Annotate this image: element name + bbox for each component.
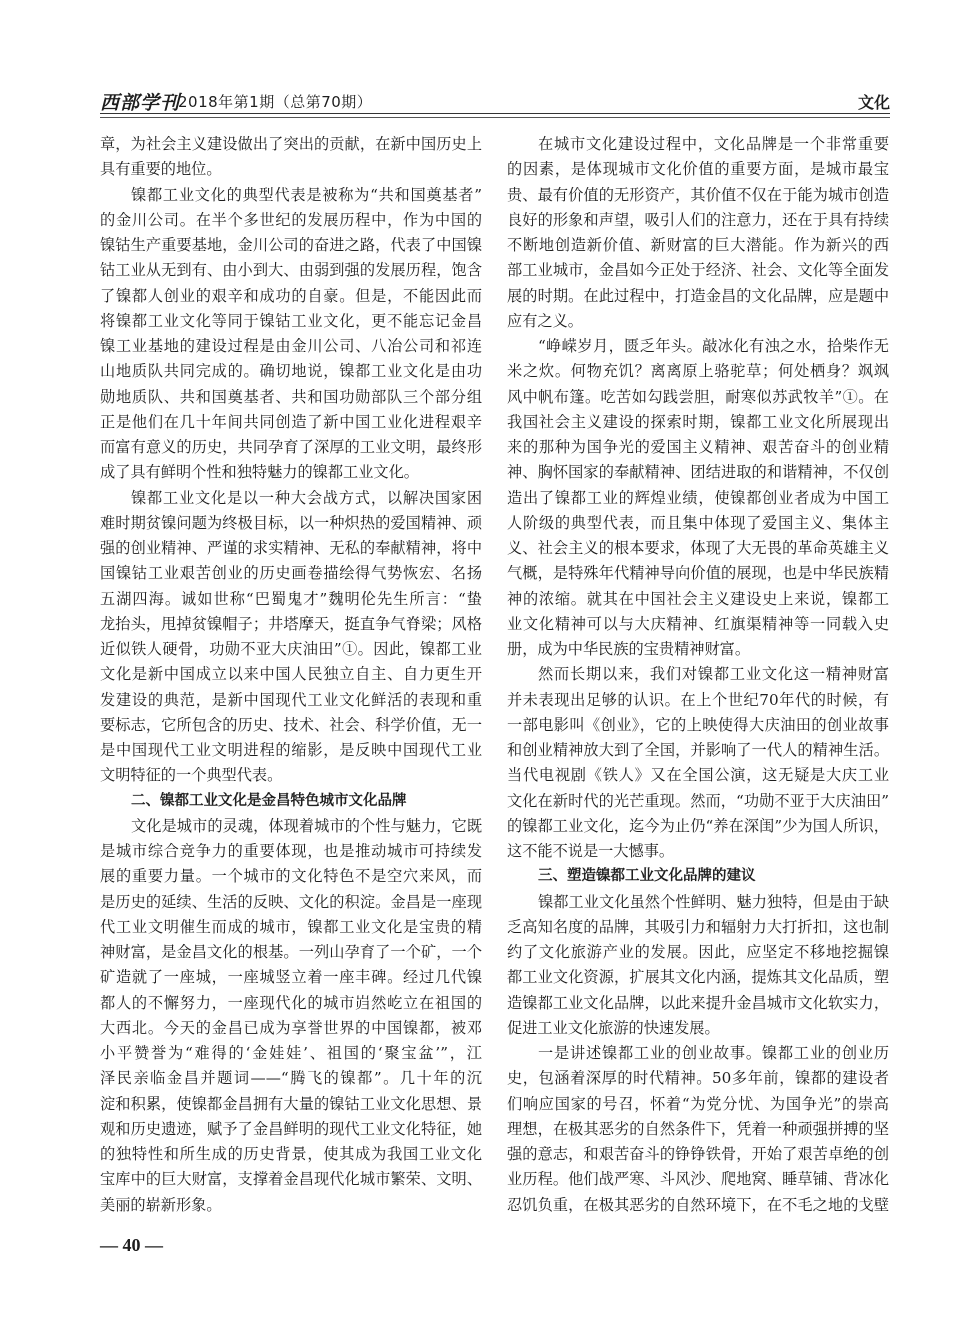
text-line: 神的浓缩。就其在中国社会主义建设史上来说，镍都工 [507, 589, 889, 608]
text-line: 镍都工业文化虽然个性鲜明、魅力独特，但是由于缺 [538, 892, 889, 911]
text-line: 不断地创造新价值、新财富的巨大潜能。作为新兴的西 [507, 236, 889, 254]
text-line: 米之炊。何物充饥？离离原上骆驼草；何处栖身？飒飒 [507, 362, 889, 381]
text-line: 泽民亲临金昌并题词——“腾飞的镍都”。几十年的沉 [100, 1069, 482, 1088]
text-line: 近似铁人硬骨，功勋不亚大庆油田”①。因此，镍都工业 [100, 640, 482, 658]
text-line: 促进工业文化旅游的快速发展。 [507, 1018, 720, 1037]
paragraph [100, 132, 482, 183]
right-column [507, 132, 889, 1218]
text-line: 美丽的崭新形象。 [100, 1195, 222, 1214]
text-line: 风中帆布篷。吃苦如勾践尝胆，耐寒似苏武牧羊”①。在 [507, 387, 889, 406]
section-title: 文化 [857, 93, 890, 112]
text-line: 文明特征的一个典型代表。 [100, 766, 283, 785]
text-line: 要标志，它所包含的历史、技术、社会、科学价值，无一 [100, 715, 482, 734]
text-line: 都人的不懈努力，一座现代化的城市岿然屹立在祖国的 [100, 993, 482, 1012]
text-line: 发建设的典范，是新中国现代工业文化鲜活的表现和重 [100, 690, 482, 709]
text-line: 们响应国家的号召，怀着“为党分忧、为国争光”的崇高 [507, 1094, 889, 1113]
text-line: 矿造就了一座城，一座城竖立着一座丰碑。经过几代镍 [100, 968, 482, 987]
left-column [100, 132, 482, 1218]
text-line: 是中国现代工业文明进程的缩影，是反映中国现代工业 [100, 741, 482, 759]
paragraph [507, 662, 889, 864]
text-line: 淀和积累，使镍都金昌拥有大量的镍钴工业文化思想、景 [100, 1094, 482, 1113]
header-rule [100, 113, 890, 114]
text-line: 章，为社会主义建设做出了突出的贡献，在新中国历史上 [100, 135, 482, 153]
text-line: 应有之义。 [507, 311, 583, 330]
text-line: 代工业文明催生而成的城市，镍都工业文化是宝贵的精 [100, 917, 482, 936]
text-line: 观和历史遗迹，赋予了金昌鲜明的现代工业文化特征，她 [100, 1119, 482, 1138]
text-line: 业文化精神可以与大庆精神、红旗渠精神等一同载入史 [507, 614, 889, 633]
text-line: 神财富，是金昌文化的根基。一列山孕育了一个矿，一个 [100, 943, 482, 961]
text-line: 这不能不说是一大憾事。 [507, 842, 675, 860]
text-line: 龙抬头，甩掉贫镍帽子；井塔摩天，挺直争气脊梁；风格 [100, 614, 482, 633]
text-line: 册，成为中华民族的宝贵精神财富。 [507, 640, 750, 658]
text-line: 五湖四海。诚如世称“巴蜀鬼才”魏明伦先生所言：“蛰 [100, 589, 482, 608]
text-line: 良好的形象和声望，吸引人们的注意力，还在于具有持续 [507, 210, 889, 229]
text-line: 正是他们在几十年间共同创造了新中国工业化进程艰辛 [100, 412, 482, 431]
text-line: 勋地质队、共和国奠基者、共和国功勋部队三个部分组 [100, 387, 482, 406]
page-number: — 40 — [100, 1235, 163, 1255]
text-line: 钴工业从无到有、由小到大、由弱到强的发展历程，饱含 [100, 261, 482, 280]
text-line: 镍钴生产重要基地，金川公司的奋进之路，代表了中国镍 [100, 236, 482, 254]
text-line: 乏高知名度的品牌，其吸引力和辐射力大打折扣，这也制 [507, 917, 889, 936]
text-line: 的因素，是体现城市文化价值的重要方面，是城市最宝 [507, 160, 889, 179]
text-line: 一是讲述镍都工业的创业故事。镍都工业的创业历 [538, 1044, 889, 1062]
text-line: 是城市综合竞争力的重要体现，也是推动城市可持续发 [100, 842, 482, 860]
text-line: 镍工业基地的建设过程是由金川公司、八冶公司和祁连 [100, 337, 482, 355]
text-line: 理想，在极其恶劣的自然条件下，凭着一种顽强拼搏的坚 [507, 1119, 889, 1138]
text-line: 强的意志，和艰苦奋斗的铮铮铁骨，开始了艰苦卓绝的创 [507, 1145, 889, 1163]
text-line: 约了文化旅游产业的发展。因此，应坚定不移地挖掘镍 [507, 943, 889, 961]
text-line: 来的那种为国争光的爱国主义精神、艰苦奋斗的创业精 [507, 438, 889, 456]
text-line: 人阶级的典型代表，而且集中体现了爱国主义、集体主 [507, 513, 889, 532]
text-line: 展的时期。在此过程中，打造金昌的文化品牌，应是题中 [507, 286, 889, 305]
paragraph [507, 1041, 889, 1218]
text-line: “峥嵘岁月，匮乏年头。敲冰化有浊之水，拾柴作无 [538, 337, 889, 355]
text-line: 国镍钴工业艰苦创业的历史画卷描绘得气势恢宏、名扬 [100, 564, 482, 583]
heading-text: 二、镍都工业文化是金昌特色城市文化品牌 [131, 792, 407, 809]
text-line: 成了具有鲜明个性和独特魅力的镍都工业文化。 [100, 463, 419, 482]
text-line: 史，包涵着深厚的时代精神。50多年前，镍都的建设者 [507, 1069, 889, 1088]
text-line: 当代电视剧《铁人》又在全国公演，这无疑是大庆工业 [507, 766, 889, 785]
text-line: 文化是城市的灵魂，体现着城市的个性与魅力，它既 [131, 816, 482, 835]
text-line: 的独特性和所生成的历史背景，使其成为我国工业文化 [100, 1145, 482, 1163]
issue-info: 2018年第1期（总第70期） [178, 93, 373, 111]
text-line: 在城市文化建设过程中，文化品牌是一个非常重要 [538, 135, 889, 153]
text-line: 部工业城市，金昌如今正处于经济、社会、文化等全面发 [507, 261, 889, 280]
text-line: 并未表现出足够的认识。在上个世纪70年代的时候，有 [507, 690, 889, 709]
section-heading [507, 864, 889, 889]
text-line: 宝库中的巨大财富，支撑着金昌现代化城市繁荣、文明、 [100, 1170, 482, 1189]
text-line: 我国社会主义建设的探索时期，镍都工业文化所展现出 [507, 412, 889, 431]
text-line: 难时期贫镍问题为终极目标，以一种炽热的爱国精神、顽 [100, 513, 482, 532]
text-line: 忍饥负重，在极其恶劣的自然环境下，在不毛之地的戈壁 [507, 1195, 889, 1214]
text-line: 的金川公司。在半个多世纪的发展历程中，作为中国的 [100, 210, 482, 229]
text-line: 造出了镍都工业的辉煌业绩，使镍都创业者成为中国工 [507, 488, 889, 507]
text-line: 山地质队共同完成的。确切地说，镍都工业文化是由功 [100, 362, 482, 381]
text-line: 一部电影叫《创业》，它的上映使得大庆油田的创业故事 [507, 715, 889, 734]
text-line: 镍都工业文化是以一种大会战方式，以解决国家困 [131, 488, 482, 507]
text-line: 都工业文化资源，扩展其文化内涵，提炼其文化品质，塑 [507, 968, 889, 987]
header-rule [100, 117, 890, 118]
text-line: 业历程。他们战严寒、斗风沙、爬地窝、睡草铺、背冰化 [507, 1170, 889, 1189]
text-line: 义、社会主义的根本要求，体现了大无畏的革命英雄主义 [507, 539, 889, 557]
paragraph [507, 334, 889, 662]
text-line: 文化在新时代的光芒重现。然而，“功勋不亚于大庆油田” [507, 791, 889, 810]
page-header [100, 84, 890, 120]
text-line: 而富有意义的历史，共同孕育了深厚的工业文明，最终形 [100, 438, 482, 456]
journal-logo: 西部学刊 [100, 92, 181, 114]
text-line: 展的重要力量。一个城市的文化特色不是空穴来风，而 [100, 867, 482, 886]
text-line: 造镍都工业文化品牌，以此来提升金昌城市文化软实力， [507, 993, 889, 1012]
text-line: 大西北。今天的金昌已成为享誉世界的中国镍都，被邓 [100, 1018, 482, 1037]
text-line: 小平赞誉为“难得的‘金娃娃’、祖国的‘聚宝盆’”，江 [100, 1044, 482, 1062]
text-line: 将镍都工业文化等同于镍钴工业文化，更不能忘记金昌 [100, 311, 482, 330]
text-line: 气概，是特殊年代精神导向价值的展现，也是中华民族精 [507, 564, 889, 583]
text-line: 贵、最有价值的无形资产，其价值不仅在于能为城市创造 [507, 185, 889, 204]
heading-text: 三、塑造镍都工业文化品牌的建议 [538, 868, 756, 885]
text-line: 镍都工业文化的典型代表是被称为“共和国奠基者” [131, 185, 482, 204]
text-line: 是历史的延续、生活的反映、文化的积淀。金昌是一座现 [100, 892, 482, 911]
paragraph [507, 890, 889, 1042]
text-line: 具有重要的地位。 [100, 160, 222, 179]
section-heading [100, 789, 482, 814]
paragraph [100, 486, 482, 789]
text-line: 的镍都工业文化，迄今为止仍“养在深闺”少为国人所识， [507, 816, 889, 835]
text-line: 文化是新中国成立以来中国人民独立自主、自力更生开 [100, 665, 482, 684]
text-line: 神、胸怀国家的奉献精神、团结进取的和谐精神，不仅创 [507, 463, 889, 482]
paragraph [100, 183, 482, 486]
text-line: 了镍都人创业的艰辛和成功的自豪。但是，不能因此而 [100, 286, 482, 305]
text-line: 然而长期以来，我们对镍都工业文化这一精神财富 [538, 665, 889, 684]
paragraph [507, 132, 889, 334]
paragraph [100, 814, 482, 1218]
text-line: 强的创业精神、严谨的求实精神、无私的奉献精神，将中 [100, 539, 482, 557]
text-line: 和创业精神放大到了全国，并影响了一代人的精神生活。 [507, 741, 889, 759]
